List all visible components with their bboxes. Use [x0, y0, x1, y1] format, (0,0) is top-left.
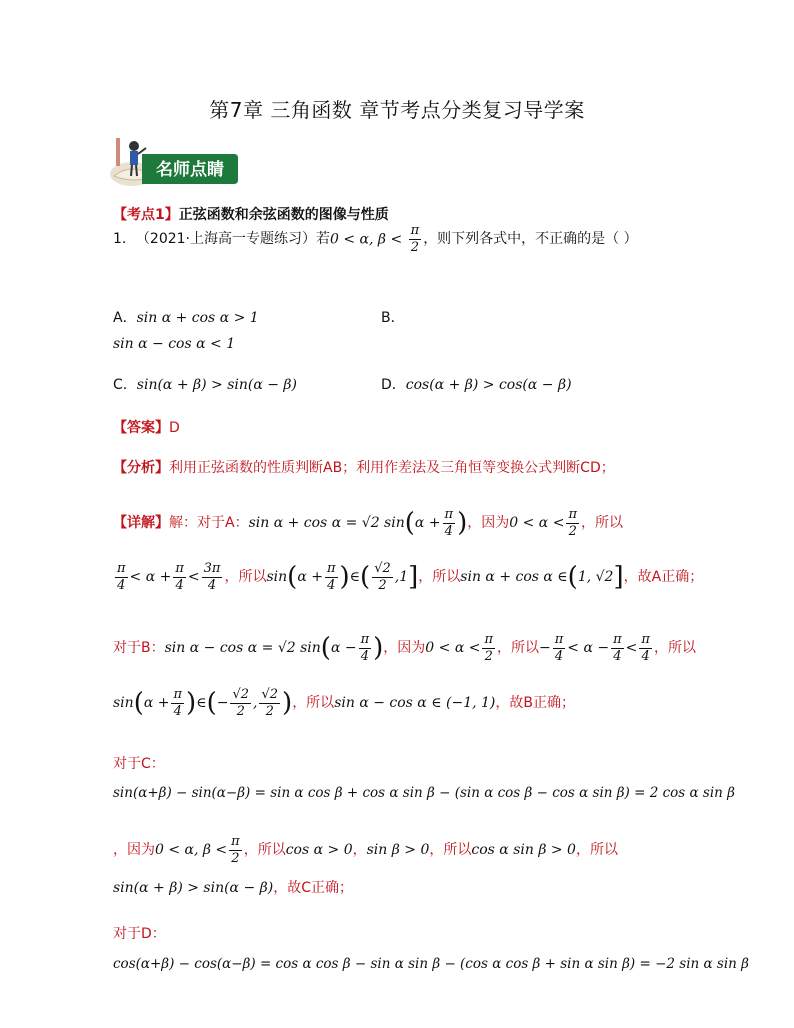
detail-c-line4: sin(α + β) > sin(α − β)，故C正确；: [113, 880, 353, 896]
detail-d-formula: cos(α+β) − cos(α−β) = cos α cos β − sin α sin β − (cos α cos β + sin α sin β) = −2 sin α sin β: [113, 956, 749, 972]
detail-b-because: ，因为: [383, 640, 426, 656]
detail-c-so2: ，所以: [429, 842, 472, 858]
detail-b-line2: sin ( α + $\frac{\pi}{4}$ ) ∈ ( − $\frac{√2}{2}$ , $\frac{√2}{2}$ ) ，所以 sin α − cos α ∈ (−1, 1) ，故B正确；: [113, 686, 576, 719]
detail-a-because: ，因为: [467, 515, 510, 531]
detail-d-head: 对于D：: [113, 926, 166, 942]
section-tag: 【考点1】: [113, 207, 179, 223]
option-c-text: sin(α + β) > sin(α − β): [136, 377, 297, 393]
question-number: 1．: [113, 231, 136, 247]
detail-c-formula: sin(α+β) − sin(α−β) = sin α cos β + cos α sin β − (sin α cos β − cos α sin β) = 2 cos α sin β: [113, 785, 735, 801]
analysis-tag: 【分析】: [113, 460, 169, 476]
detail-b-so3: ，所以: [292, 695, 335, 711]
detail-c-so3: ，所以: [575, 842, 618, 858]
detail-b-line1: 对于B： sin α − cos α = √2 sin ( α − $\frac{\pi}{4}$ ) ，因为 0 < α < $\frac{\pi}{2}$ ，所以 − $\frac{\pi}{4}$ < α − $\frac{\pi}{4}$ < $\frac{\pi}{4}$ ，所以: [113, 631, 696, 664]
option-b-label: B．: [381, 310, 405, 326]
option-a: A．sin α + cos α > 1: [113, 310, 259, 326]
option-b: [113, 334, 235, 354]
analysis-text: 利用正弦函数的性质判断AB；利用作差法及三角恒等变换公式判断CD；: [169, 460, 615, 476]
detail-c-so: ，所以: [243, 842, 286, 858]
option-d-text: cos(α + β) > cos(α − β): [405, 377, 572, 393]
option-b-text: sin α − cos α < 1: [113, 336, 236, 352]
question-stem-a: 若: [316, 231, 331, 247]
question-stem: [113, 222, 638, 255]
banner-label: 名师点睛: [156, 160, 224, 180]
option-d: D．cos(α + β) > cos(α − β): [381, 377, 572, 393]
detail-b-so2: ，所以: [653, 640, 696, 656]
option-c: C．sin(α + β) > sin(α − β): [113, 377, 297, 393]
detail-c-head: 对于C：: [113, 756, 165, 772]
detail-b-conclusion: ，故B正确；: [495, 695, 576, 711]
detail-tag: 【详解】: [113, 515, 169, 531]
detail-a-so: ，所以: [580, 515, 623, 531]
detail-b-so: ，所以: [497, 640, 540, 656]
banner-illustration-icon: [104, 132, 239, 190]
answer-tag: 【答案】: [113, 420, 169, 436]
detail-a-so2: ，所以: [224, 569, 267, 585]
teacher-tips-banner: [104, 132, 239, 190]
option-a-text: sin α + cos α > 1: [136, 310, 259, 326]
page-title: 第7章 三角函数 章节考点分类复习导学案: [209, 98, 585, 122]
question-source: （2021·上海高一专题练习）: [135, 231, 317, 247]
detail-a-line1: 【详解】 解：对于A： sin α + cos α = √2 sin ( α + $\frac{\pi}{4}$ ) ，因为 0 < α < $\frac{\pi}{2}$ ，所以: [113, 506, 623, 539]
detail-c-line3: ，因为 0 < α, β < $\frac{\pi}{2}$ ，所以 cos α > 0 ， sin β > 0 ，所以 cos α sin β > 0 ，所以: [113, 833, 618, 866]
detail-a-conclusion: ，故A正确；: [623, 569, 704, 585]
question-stem-b: ，则下列各式中，不正确的是（ ）: [423, 231, 638, 247]
detail-c-because: ，因为: [113, 842, 155, 858]
section-title: 正弦函数和余弦函数的图像与性质: [178, 207, 389, 223]
answer-line: [113, 418, 180, 438]
detail-intro: 解：对于A：: [169, 515, 249, 531]
answer-value: D: [169, 420, 180, 436]
detail-a-so3: ，所以: [418, 569, 461, 585]
detail-c-conclusion: ，故C正确；: [273, 880, 353, 896]
detail-b-head: 对于B：: [113, 640, 165, 656]
analysis-line: [113, 458, 615, 478]
question-condition: 0 < α, β < $\frac{\pi}{2}$: [330, 222, 420, 255]
detail-a-line2: $\frac{\pi}{4}$ < α + $\frac{\pi}{4}$ < $\frac{3\pi}{4}$ ，所以 sin ( α + $\frac{\pi}{4}$ ) ∈ ( $\frac{√2}{2}$ ,1 ] ，所以 sin α + cos α ∈ ( 1, √2 ] ，故A正确；: [117, 560, 704, 593]
